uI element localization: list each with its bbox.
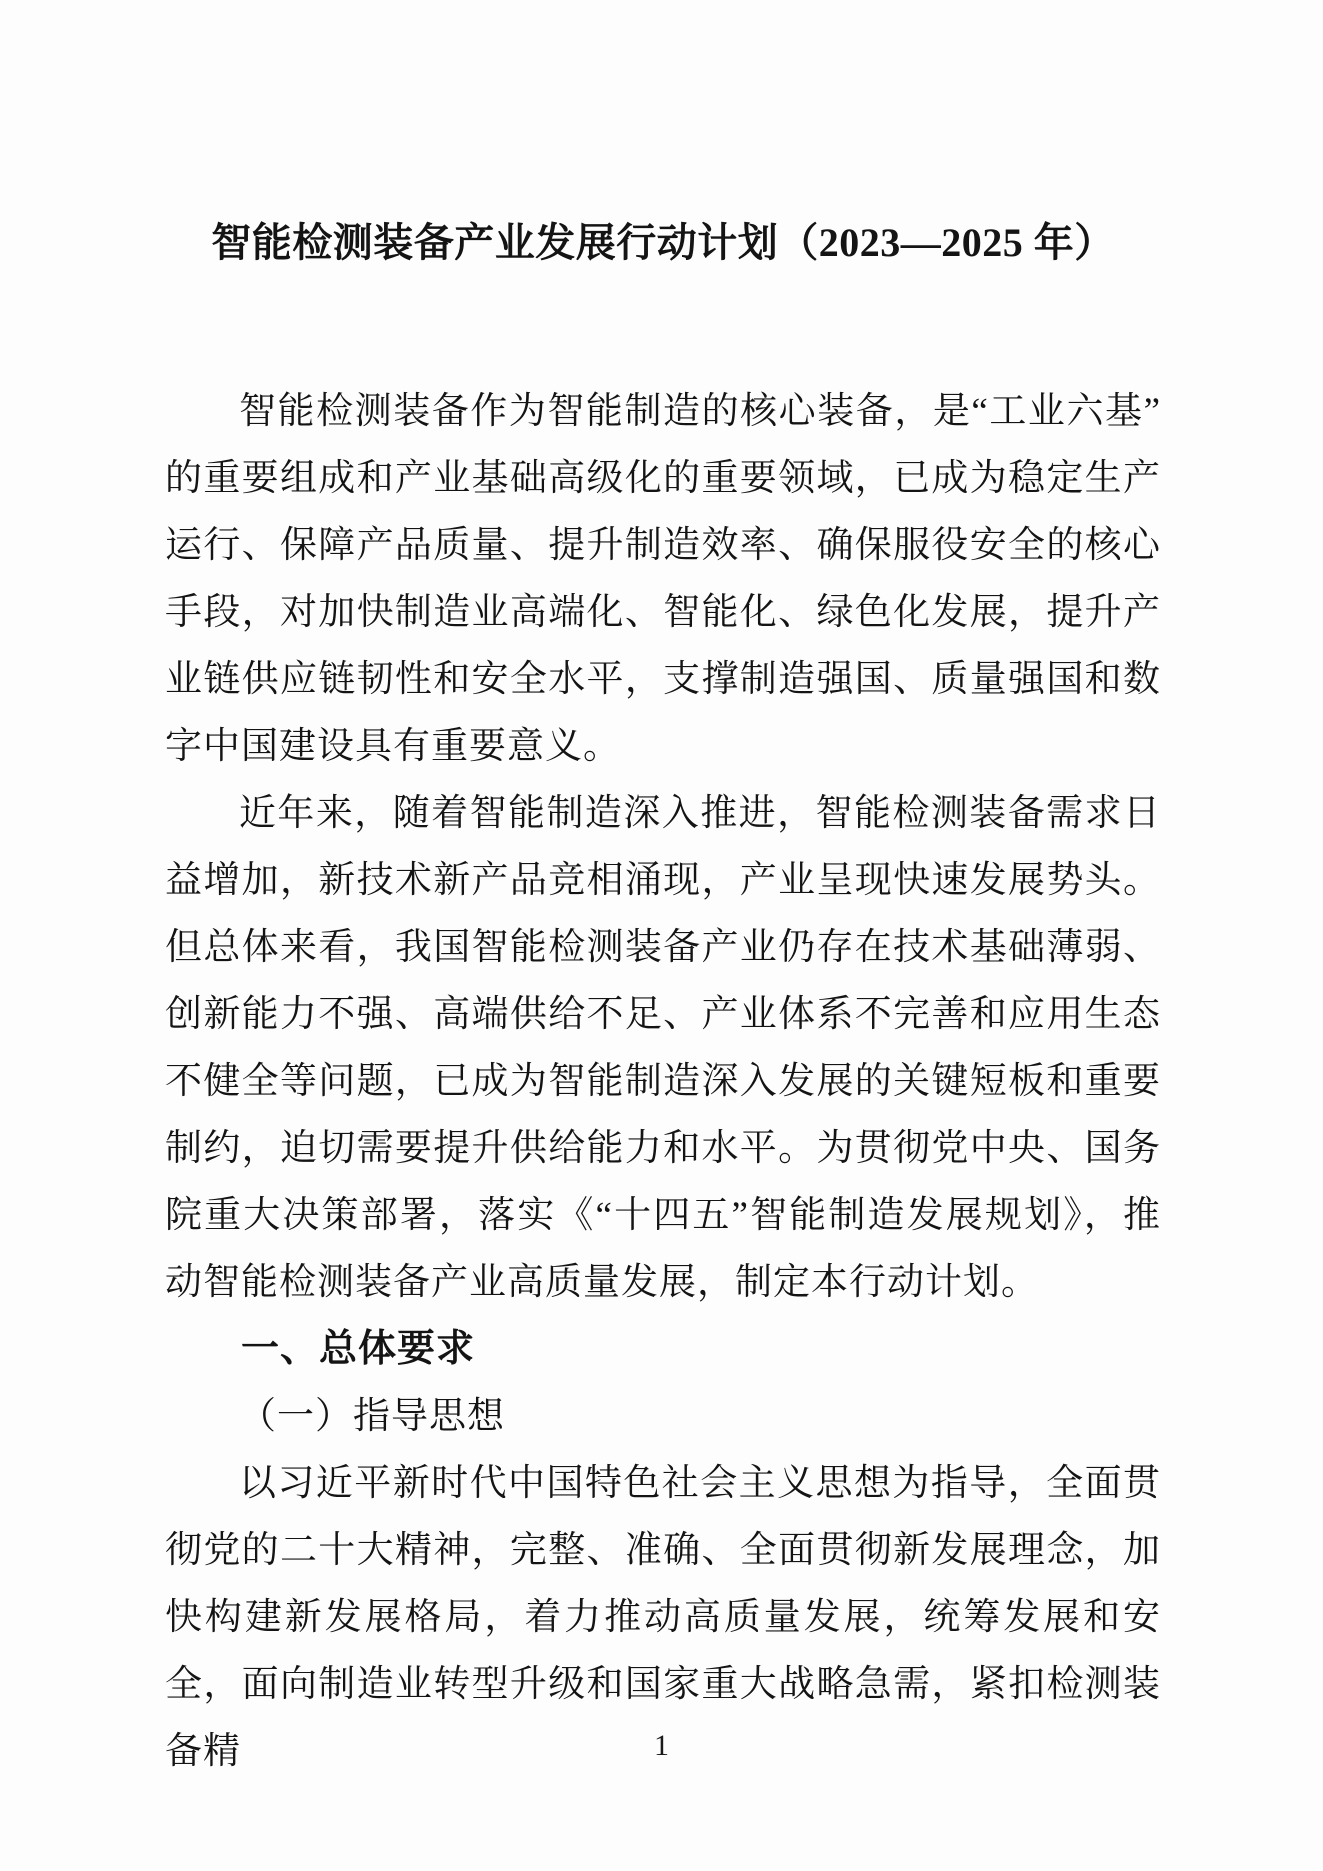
document-content bbox=[165, 212, 1161, 1785]
section-heading-overall-requirements: 一、总体要求 bbox=[241, 1328, 476, 1370]
paragraph-intro-significance: 智能检测装备作为智能制造的核心装备，是“工业六基”的重要组成和产业基础高级化的重要领域，已成为稳定生产运行、保障产品质量、提升制造效率、确保服役安全的核心手段，对加快制造业高端化、智能化、绿色化发展，提升产业链供应链韧性和安全水平，支撑制造强国、质量强国和数字中国建设具有重要意义。 bbox=[165, 391, 1161, 767]
document-title: 智能检测装备产业发展行动计划（2023—2025 年） bbox=[211, 220, 1115, 265]
paragraph-background-problems: 近年来，随着智能制造深入推进，智能检测装备需求日益增加，新技术新产品竞相涌现，产业呈现快速发展势头。但总体来看，我国智能检测装备产业仍存在技术基础薄弱、创新能力不强、高端供给不足、产业体系不完善和应用生态不健全等问题，已成为智能制造深入发展的关键短板和重要制约，迫切需要提升供给能力和水平。为贯彻党中央、国务院重大决策部署，落实《“十四五”智能制造发展规划》，推动智能检测装备产业高质量发展，制定本行动计划。 bbox=[165, 793, 1161, 1303]
paragraph-guiding-ideology-body: 以习近平新时代中国特色社会主义思想为指导，全面贯彻党的二十大精神，完整、准确、全面贯彻新发展理念，加快构建新发展格局，着力推动高质量发展，统筹发展和安全，面向制造业转型升级和国家重大战略急需，紧扣检测装备精 bbox=[165, 1463, 1161, 1772]
page-number: 1 bbox=[654, 1729, 669, 1762]
subsection-heading-guiding-ideology: （一）指导思想 bbox=[239, 1396, 505, 1437]
